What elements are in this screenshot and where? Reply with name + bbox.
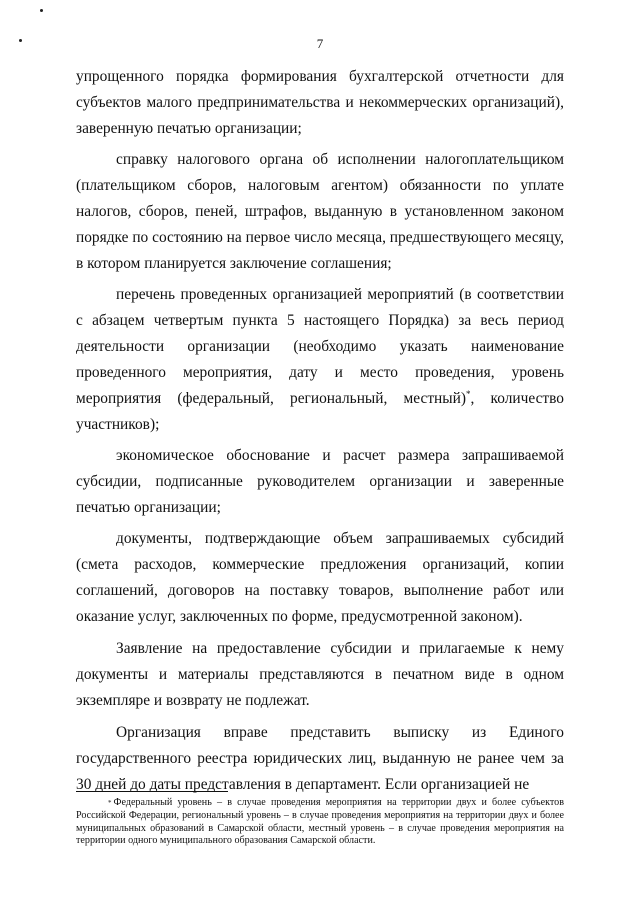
paragraph: Организация вправе представить выписку из Единого государственного реестра юридических лиц, выданную не ранее чем за 30 дней до даты представления в департамент. Если организацией не [76, 724, 564, 793]
list-item-text: перечень проведенных организацией мероприятий (в соответствии с абзацем четвертым пункта 5 настоящего Порядка) за весь период деятельности организации (необходимо указать наименование проведенного мероприятия, дату и место проведения, уровень мероприятия (федеральный, региональный, местный) [76, 286, 564, 407]
scan-speck [40, 9, 43, 12]
paragraph: упрощенного порядка формирования бухгалтерской отчетности для субъектов малого предпринимательства и некоммерческих организаций), заверенную печатью организации; [76, 68, 564, 137]
list-item [76, 282, 564, 438]
list-item: экономическое обоснование и расчет размера запрашиваемой субсидии, подписанные руководителем организации и заверенные печатью организации; [76, 447, 564, 516]
list-item-text: , количество участников); [76, 390, 564, 433]
list-item: документы, подтверждающие объем запрашиваемых субсидий (смета расходов, коммерческие предложения организаций, копии соглашений, договоров на поставку товаров, выполнение работ или оказание услуг, заключенных по форме, предусмотренной законом). [76, 530, 564, 625]
footnote [76, 797, 564, 848]
footnote-text: Федеральный уровень – в случае проведения мероприятия на территории двух и более субъектов Российской Федерации, региональный уровень – в случае проведения мероприятия на территории двух и более муниципальных образований в Самарской области, местный уровень – в случае проведения мероприятия на территории одного муниципального образования Самарской области. [76, 797, 564, 847]
page-number: 7 [316, 36, 324, 51]
document-body [76, 64, 564, 798]
footnote-divider [76, 791, 228, 792]
list-item: справку налогового органа об исполнении налогоплательщиком (плательщиком сборов, налоговым агентом) обязанности по уплате налогов, сборов, пеней, штрафов, выданную в установленном законом порядке по состоянию на первое число месяца, предшествующего месяцу, в котором планируется заключение соглашения; [76, 151, 564, 272]
footnote-mark: * [108, 799, 112, 807]
footnote-reference: * [465, 388, 471, 399]
paragraph: Заявление на предоставление субсидии и прилагаемые к нему документы и материалы представляются в печатном виде в одном экземпляре и возврату не подлежат. [76, 640, 564, 709]
